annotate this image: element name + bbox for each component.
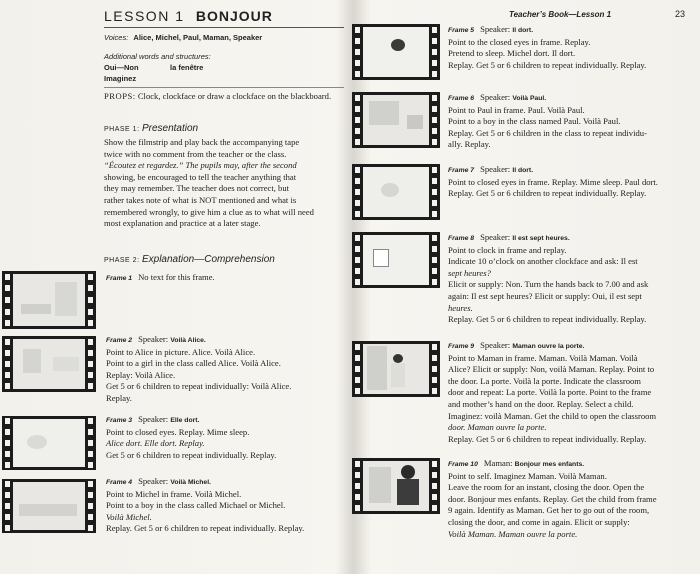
- frame-label: Frame 3: [106, 417, 133, 424]
- page-number: 23: [675, 9, 686, 19]
- instruction-line: heures.: [448, 302, 473, 313]
- filmstrip-frame-10: [352, 458, 440, 514]
- props-label: PROPS:: [104, 91, 136, 101]
- instruction-line: again: Il est sept heures? Elicit or supply: Oui, il est sept: [448, 290, 642, 301]
- speaker-prefix: Maman:: [483, 458, 513, 468]
- phase1-line: remembered wrongly, to give him a clue as to what will need: [104, 206, 314, 217]
- instruction-line: Voilà Michel.: [106, 511, 152, 522]
- speaker-prefix: Speaker:: [480, 164, 511, 174]
- props-paragraph: [104, 91, 346, 103]
- instruction-line: Alice? Elicit or supply: Non, voilà Maman. Replay. Point to: [448, 364, 655, 375]
- instruction-line: Imaginez: voilà Maman. Get the child to open the classroom: [448, 410, 657, 421]
- speaker-line: Il dort.: [512, 27, 534, 34]
- instruction-line: Point to Michel in frame. Voilà Michel.: [106, 488, 242, 499]
- instruction-line: door. Maman ouvre la porte.: [448, 422, 547, 433]
- filmstrip-frame-1: [2, 271, 96, 329]
- lesson-number: LESSON 1: [104, 8, 185, 24]
- speaker-line: Voilà Michel.: [170, 479, 211, 486]
- instruction-line: Get 5 or 6 children to repeat individually. Replay.: [106, 449, 277, 460]
- phase1-line: most explanation and practice at a later stage.: [104, 218, 261, 229]
- frame-8-entry: [448, 232, 688, 326]
- frame-9-entry: [448, 340, 688, 445]
- frame-10-entry: [448, 458, 688, 540]
- word-fenetre: la fenêtre: [170, 63, 204, 72]
- speaker-prefix: Speaker:: [480, 24, 511, 34]
- instruction-line: Point to a boy in the class called Michael or Michel.: [106, 500, 286, 511]
- instruction-line: closing the door, and come in again. Elicit or supply:: [448, 516, 630, 527]
- voices-label: Voices:: [104, 33, 129, 42]
- phase1-line: they may remember. The teacher does not correct, but: [104, 183, 290, 194]
- instruction-line: Point to a boy in the class named Paul. Voilà Paul.: [448, 116, 621, 127]
- additional-label: Additional words and structures:: [104, 52, 211, 61]
- running-header: Teacher’s Book—Lesson 1: [509, 10, 612, 19]
- speaker-line: Elle dort.: [170, 417, 200, 424]
- speaker-line: Voilà Paul.: [512, 95, 547, 102]
- props-text: Clock, clockface or draw a clockface on the blackboard.: [137, 91, 332, 101]
- phase1-line: rather takes note of what is NOT mentioned and what is: [104, 194, 297, 205]
- phase1-body: [104, 137, 348, 230]
- lesson-name: BONJOUR: [195, 8, 273, 24]
- instruction-line: Point to Alice in picture. Alice. Voilà Alice.: [106, 346, 256, 357]
- speaker-prefix: Speaker:: [138, 334, 169, 344]
- phase2-heading: [104, 254, 275, 265]
- phase2-label: PHASE 2:: [104, 257, 140, 264]
- instruction-line: Get 5 or 6 children to repeat individually: Voilà Alice.: [106, 381, 292, 392]
- instruction-line: Replay. Get 5 or 6 children to repeat individually. Replay.: [448, 314, 647, 325]
- instruction-line: Point to Maman in frame. Maman. Voilà Maman. Voilà: [448, 352, 638, 363]
- phase1-heading: [104, 123, 198, 134]
- lesson-title: [104, 8, 273, 24]
- instruction-line: Replay: Voilà Alice.: [106, 369, 176, 380]
- instruction-line: Voilà Maman. Maman ouvre la porte.: [448, 528, 578, 539]
- instruction-line: Replay. Get 5 or 6 children to repeat individually. Replay.: [448, 188, 647, 199]
- frame-label: Frame 5: [448, 27, 475, 34]
- voices-line: [104, 33, 262, 42]
- frame-3-entry: [106, 414, 346, 461]
- speaker-line: Maman ouvre la porte.: [512, 343, 585, 350]
- instruction-line: Point to self. Imaginez Maman. Voilà Maman.: [448, 470, 607, 481]
- frame-label: Frame 2: [106, 337, 133, 344]
- frame-label: Frame 6: [448, 95, 475, 102]
- instruction-line: door. Bonjour mes enfants. Replay. Get the child from frame: [448, 493, 657, 504]
- speaker-line: Il est sept heures.: [512, 235, 570, 242]
- frame-label: Frame 8: [448, 235, 475, 242]
- filmstrip-frame-6: [352, 92, 440, 148]
- instruction-line: Replay. Get 5 or 6 children in the class to repeat individu-: [448, 127, 647, 138]
- instruction-line: sept heures?: [448, 267, 491, 278]
- speaker-prefix: Speaker:: [480, 340, 511, 350]
- instruction-line: Point to clock in frame and replay.: [448, 244, 567, 255]
- filmstrip-frame-7: [352, 164, 440, 220]
- instruction-line: 9 again. Identify as Maman. Get her to go out of the room,: [448, 505, 650, 516]
- instruction-line: Indicate 10 o’clock on another clockface and ask: Il est: [448, 256, 638, 267]
- frame-7-entry: [448, 164, 688, 200]
- word-oui-non: Oui—Non: [104, 63, 139, 72]
- frame-label: Frame 10: [448, 461, 478, 468]
- frame-1-entry: [106, 272, 346, 285]
- instruction-line: Point to the closed eyes in frame. Replay.: [448, 36, 591, 47]
- instruction-line: Point to Paul in frame. Paul. Voilà Paul.: [448, 104, 585, 115]
- speaker-line: Il dort.: [512, 167, 534, 174]
- phase1-line: “Écoutez et regardez.” The pupils may, after the second: [104, 160, 297, 171]
- frame-4-entry: [106, 476, 346, 535]
- instruction-line: Point to closed eyes in frame. Replay. Mime sleep. Paul dort.: [448, 176, 658, 187]
- filmstrip-frame-8: [352, 232, 440, 288]
- instruction-line: Replay. Get 5 or 6 children to repeat individually. Replay.: [106, 523, 305, 534]
- voices-list: Alice, Michel, Paul, Maman, Speaker: [133, 33, 263, 42]
- phase1-line: Show the filmstrip and play back the accompanying tape: [104, 137, 300, 147]
- speaker-prefix: Speaker:: [480, 92, 511, 102]
- phase1-title: Presentation: [141, 123, 199, 134]
- instruction-line: Replay. Get 5 or 6 children to repeat individually. Replay.: [448, 59, 647, 70]
- frame-label: Frame 4: [106, 479, 133, 486]
- word-imaginez: Imaginez: [104, 74, 137, 83]
- phase1-line: twice with no comment from the teacher or the class.: [104, 148, 287, 159]
- phase1-label: PHASE 1:: [104, 126, 140, 133]
- filmstrip-frame-3: [2, 416, 96, 470]
- instruction-line: Elicit or supply: Non. Turn the hands back to 7.00 and ask: [448, 279, 649, 290]
- frame-5-entry: [448, 24, 688, 71]
- filmstrip-frame-9: [352, 341, 440, 397]
- frame-label: Frame 9: [448, 343, 475, 350]
- instruction-line: Point to a girl in the class called Alice. Voilà Alice.: [106, 358, 281, 369]
- instruction-line: ally. Replay.: [448, 139, 491, 150]
- instruction-line: the door. La porte. Voilà la porte. Indicate the classroom: [448, 375, 641, 386]
- instruction-line: Replay.: [106, 392, 132, 403]
- words-rule: [104, 87, 344, 88]
- instruction-line: Leave the room for an instant, closing the door. Open the: [448, 482, 645, 493]
- instruction-line: Pretend to sleep. Michel dort. Il dort.: [448, 48, 576, 59]
- frame-2-entry: [106, 334, 346, 405]
- speaker-prefix: Speaker:: [138, 414, 169, 424]
- speaker-prefix: Speaker:: [480, 232, 511, 242]
- speaker-prefix: Speaker:: [138, 476, 169, 486]
- frame-label: Frame 7: [448, 167, 475, 174]
- instruction-line: Alice dort. Elle dort. Replay.: [106, 438, 205, 449]
- instruction-line: Replay. Get 5 or 6 children to repeat individually. Replay.: [448, 433, 647, 444]
- frame-text: No text for this frame.: [138, 272, 215, 282]
- filmstrip-frame-2: [2, 336, 96, 392]
- instruction-line: door and repeat: La porte. Voilà la porte. Point to the frame: [448, 387, 652, 398]
- instruction-line: Point to closed eyes. Replay. Mime sleep.: [106, 426, 250, 437]
- speaker-line: Bonjour mes enfants.: [514, 461, 585, 468]
- instruction-line: and mother’s hand on the door. Replay. Select a child.: [448, 398, 634, 409]
- filmstrip-frame-4: [2, 479, 96, 533]
- frame-label: Frame 1: [106, 275, 133, 282]
- speaker-line: Voilà Alice.: [170, 337, 206, 344]
- phase2-title: Explanation—Comprehension: [141, 254, 275, 265]
- phase1-line: showing, be encouraged to tell the teacher anything that: [104, 171, 297, 182]
- title-rule: [104, 27, 344, 28]
- filmstrip-frame-5: [352, 24, 440, 80]
- frame-6-entry: [448, 92, 688, 151]
